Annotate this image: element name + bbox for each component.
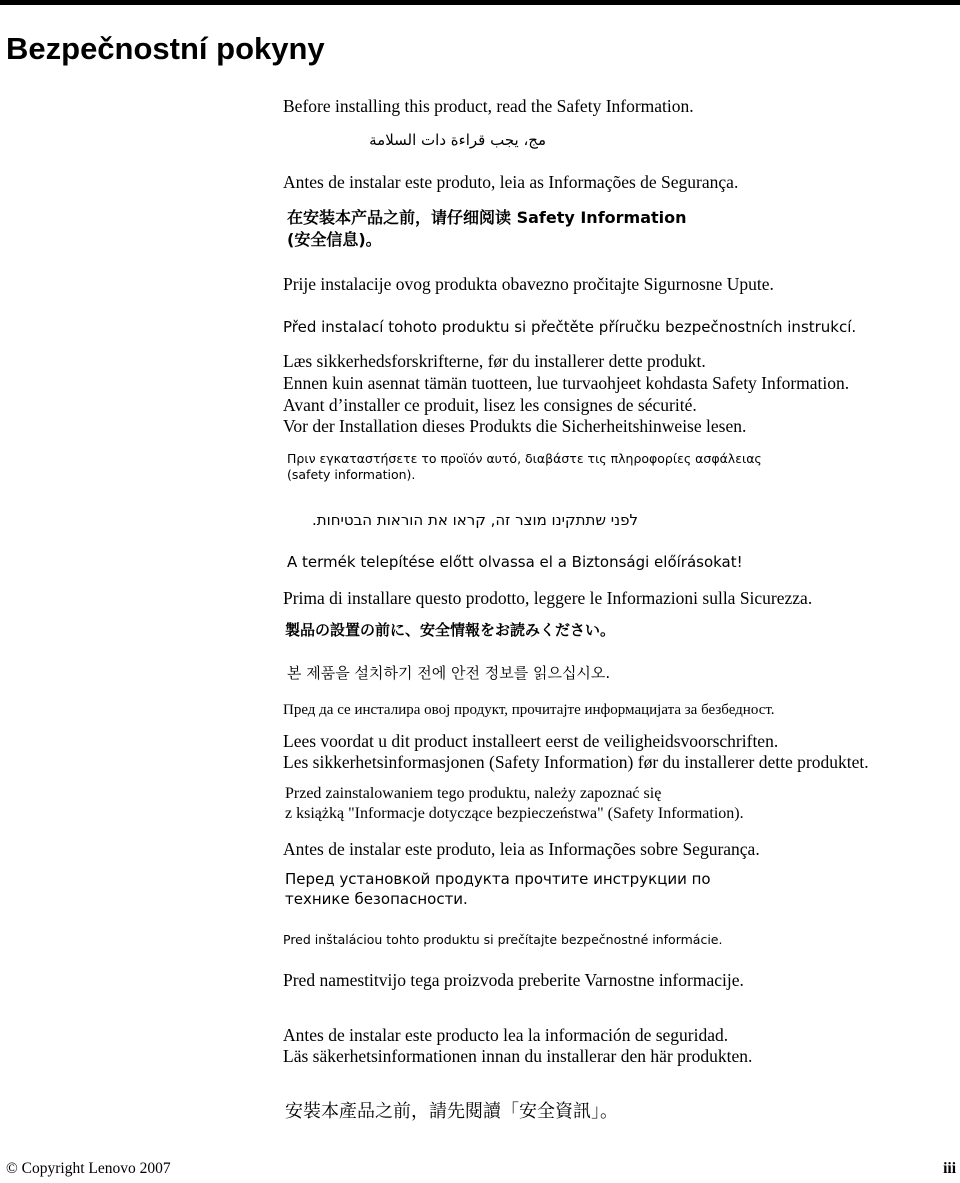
notice-line-mk: Пред да се инсталира овој продукт, прочитајте информацијата за безбедност. [283, 702, 775, 718]
notice-line-zh-tw: 安裝本產品之前，請先閱讀「安全資訊」。 [285, 1101, 618, 1121]
notice-line-sv: Läs säkerhetsinformationen innan du installerar den här produkten. [283, 1046, 753, 1066]
notice-line-sl: Pred namestitvijo tega proizvoda preberite Varnostne informacije. [283, 970, 744, 990]
notice-line-ru-1: Перед установкой продукта прочтите инструкции по [285, 870, 711, 888]
page-footer [0, 1160, 960, 1182]
copyright-notice: © Copyright Lenovo 2007 [6, 1160, 171, 1177]
notice-line-pt-br: Antes de instalar este produto, leia as Informações de Segurança. [283, 172, 739, 192]
multilingual-safety-notice [270, 88, 960, 1130]
notice-line-fr: Avant d’installer ce produit, lisez les consignes de sécurité. [283, 395, 697, 415]
notice-line-de: Vor der Installation dieses Produkts die Sicherheitshinweise lesen. [283, 416, 747, 436]
notice-line-zh-cn-2: (安全信息)。 [287, 230, 382, 249]
notice-line-no: Les sikkerhetsinformasjonen (Safety Information) før du installerer dette produktet. [283, 752, 869, 772]
notice-line-da: Læs sikkerhedsforskrifterne, før du installerer dette produkt. [283, 351, 706, 371]
notice-line-el-2: (safety information). [287, 467, 416, 482]
notice-line-zh-cn-1: 在安装本产品之前，请仔细阅读 Safety Information [287, 208, 687, 227]
notice-line-nl: Lees voordat u dit product installeert eerst de veiligheidsvoorschriften. [283, 731, 779, 751]
page-number: iii [943, 1160, 956, 1177]
notice-line-pl-2: z książką "Informacje dotyczące bezpieczeństwa" (Safety Information). [285, 805, 744, 822]
top-rule [0, 0, 960, 5]
notice-line-it: Prima di installare questo prodotto, leggere le Informazioni sulla Sicurezza. [283, 588, 813, 608]
notice-line-fi: Ennen kuin asennat tämän tuotteen, lue turvaohjeet kohdasta Safety Information. [283, 373, 850, 393]
notice-line-sk: Pred inštaláciou tohto produktu si prečítajte bezpečnostné informácie. [283, 932, 723, 947]
notice-line-es: Antes de instalar este producto lea la información de seguridad. [283, 1025, 729, 1045]
notice-line-hr: Prije instalacije ovog produkta obavezno pročitajte Sigurnosne Upute. [283, 274, 774, 294]
notice-line-ru-2: технике безопасности. [285, 890, 468, 908]
notice-line-ja: 製品の設置の前に、安全情報をお読みください。 [285, 621, 616, 639]
notice-line-en: Before installing this product, read the Safety Information. [283, 96, 694, 116]
notice-line-ko: 본 제품을 설치하기 전에 안전 정보를 읽으십시오. [287, 664, 611, 682]
notice-line-pt: Antes de instalar este produto, leia as Informações sobre Segurança. [283, 839, 760, 859]
notice-line-el-1: Πριν εγκαταστήσετε το προϊόν αυτό, διαβάστε τις πληροφορίες ασφάλειας [287, 451, 762, 466]
notice-line-pl-1: Przed zainstalowaniem tego produktu, należy zapoznać się [285, 785, 662, 802]
page-title: Bezpečnostní pokyny [6, 31, 325, 66]
notice-line-he: לפני שתתקינו מוצר זה, קראו את הוראות הבטיחות. [312, 511, 638, 529]
notice-line-hu: A termék telepítése előtt olvassa el a Biztonsági előírásokat! [287, 553, 743, 571]
notice-line-cs: Před instalací tohoto produktu si přečtěte příručku bezpečnostních instrukcí. [283, 318, 857, 336]
notice-line-ar: مج، يجب قراءة دات السلامة [369, 131, 546, 149]
